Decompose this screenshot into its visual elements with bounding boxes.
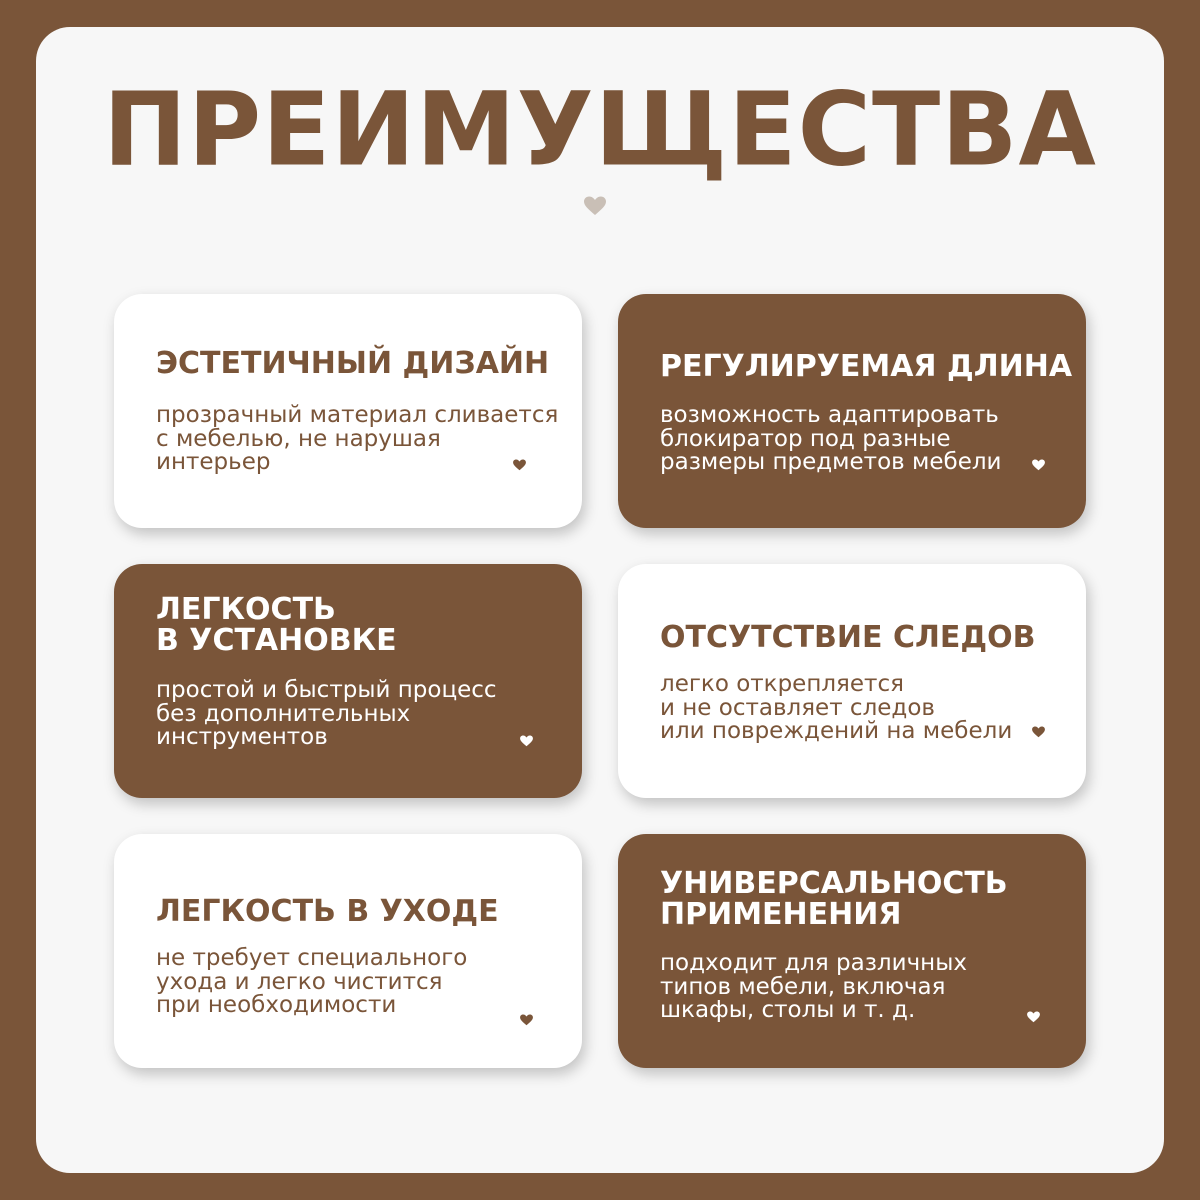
- feature-card-no-marks: [618, 564, 1086, 798]
- card-text: легко открепляется и не оставляет следов или повреждений на мебели: [660, 671, 1013, 744]
- heart-icon: [1026, 1010, 1041, 1024]
- feature-card-easy-care: [114, 834, 582, 1068]
- card-text: не требует специального ухода и легко чистится при необходимости: [156, 945, 468, 1018]
- feature-card-easy-installation: [114, 564, 582, 798]
- feature-card-universal-use: [618, 834, 1086, 1068]
- heart-icon: [583, 194, 607, 218]
- feature-card-adjustable-length: [618, 294, 1086, 528]
- card-text: прозрачный материал сливается с мебелью, не нарушая интерьер: [156, 402, 559, 475]
- card-heading: ЭСТЕТИЧНЫЙ ДИЗАЙН: [156, 346, 550, 381]
- card-heading: УНИВЕРСАЛЬНОСТЬ ПРИМЕНЕНИЯ: [660, 866, 1008, 932]
- card-text: подходит для различных типов мебели, включая шкафы, столы и т. д.: [660, 950, 967, 1023]
- heart-icon: [512, 458, 527, 472]
- card-heading: ОТСУТСТВИЕ СЛЕДОВ: [660, 620, 1036, 655]
- card-heading: ЛЕГКОСТЬ В УХОДЕ: [156, 894, 499, 929]
- heart-icon: [519, 734, 534, 748]
- card-heading: РЕГУЛИРУЕМАЯ ДЛИНА: [660, 349, 1073, 384]
- card-text: возможность адаптировать блокиратор под разные размеры предметов мебели: [660, 402, 1002, 475]
- card-heading: ЛЕГКОСТЬ В УСТАНОВКЕ: [156, 592, 397, 658]
- heart-icon: [1031, 725, 1046, 739]
- heart-icon: [1031, 458, 1046, 472]
- page-title: ПРЕИМУЩЕСТВА: [103, 69, 1097, 190]
- card-text: простой и быстрый процесс без дополнительных инструментов: [156, 677, 497, 750]
- feature-card-aesthetic-design: [114, 294, 582, 528]
- heart-icon: [519, 1013, 534, 1027]
